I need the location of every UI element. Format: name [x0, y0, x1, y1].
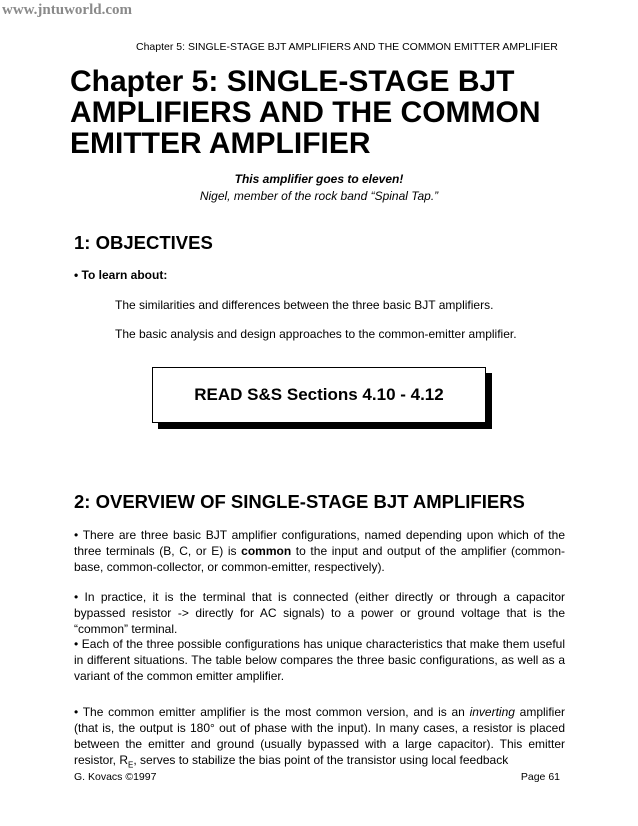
reading-callout-box — [152, 367, 486, 423]
emphasis-inverting: inverting — [469, 705, 515, 719]
epigraph-quote: This amplifier goes to eleven! — [234, 172, 404, 186]
objective-item: The basic analysis and design approaches to the common-emitter amplifier. — [115, 327, 517, 341]
footer-page-number: Page 61 — [520, 771, 560, 783]
emphasis-common: common — [241, 544, 292, 558]
paragraph: • The common emitter amplifier is the most common version, and is an inverting amplifier (that is, the output is 180° out of phase with the input). In many cases, a resistor is placed between the emitter and ground (usually bypassed with a large capacitor). This emitter resistor, $R_E$, serves to stabilize the bias point of the transistor using local feedback — [74, 705, 565, 770]
paragraph: • In practice, it is the terminal that is connected (either directly or through a capacitor bypassed resistor -> directly for AC signals) to a power or ground voltage that is the “common” terminal. — [74, 590, 565, 636]
chapter-title: Chapter 5: SINGLE-STAGE BJT AMPLIFIERS AND THE COMMON EMITTER AMPLIFIER — [70, 65, 541, 160]
paragraph: • Each of the three possible configurations has unique characteristics that make them useful in different situations. The table below compares the three basic configurations, as well as a variant of the common emitter amplifier. — [74, 637, 565, 683]
paragraph: • There are three basic BJT amplifier configurations, named depending upon which of the three terminals (B, C, or E) is common to the input and output of the amplifier (common-base, common-collector, or common-emitter, respectively). — [74, 528, 565, 574]
section-heading-objectives: 1: OBJECTIVES — [74, 232, 213, 253]
objectives-intro: • To learn about: — [74, 268, 168, 282]
footer-author: G. Kovacs ©1997 — [74, 771, 157, 783]
objective-item: The similarities and differences between the three basic BJT amplifiers. — [115, 298, 494, 312]
epigraph-attribution: Nigel, member of the rock band “Spinal Tap.” — [199, 189, 439, 203]
running-header: Chapter 5: SINGLE-STAGE BJT AMPLIFIERS AND THE COMMON EMITTER AMPLIFIER — [136, 41, 558, 53]
watermark: www.jntuworld.com — [2, 2, 132, 18]
reading-callout-text: READ S&S Sections 4.10 - 4.12 — [194, 385, 444, 404]
section-heading-overview: 2: OVERVIEW OF SINGLE-STAGE BJT AMPLIFIERS — [74, 491, 525, 512]
